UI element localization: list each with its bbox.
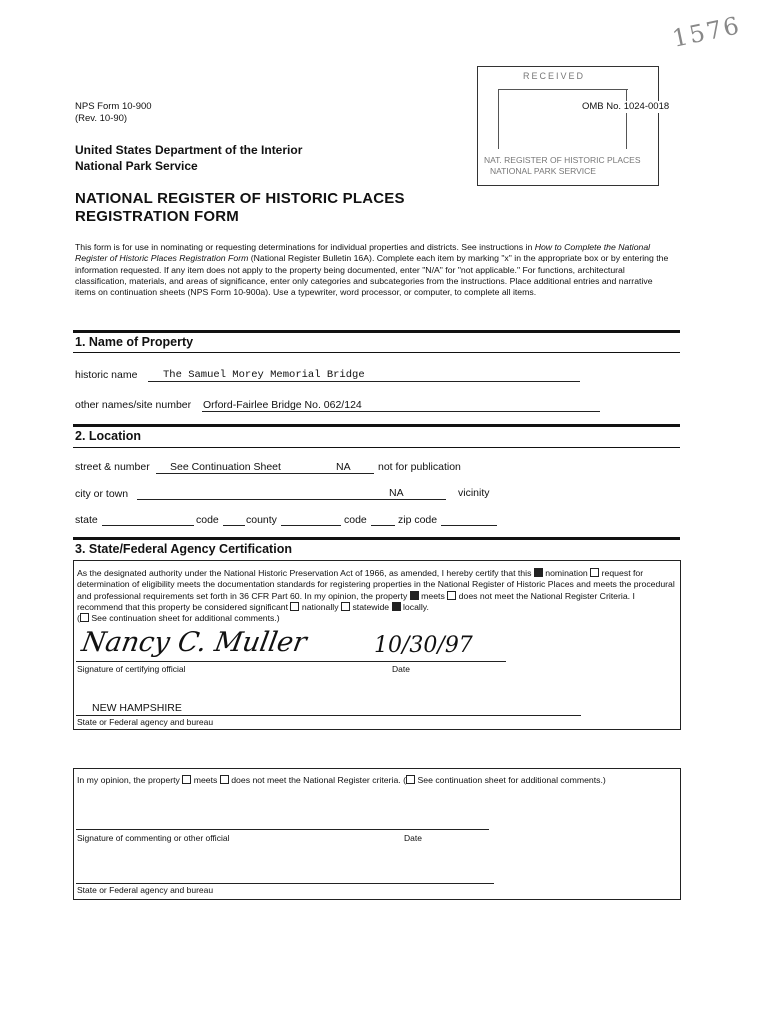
street-na[interactable]: NA: [336, 461, 351, 473]
opinion-text-c: See continuation sheet for additional comments.): [417, 775, 606, 785]
statewide-checkbox[interactable]: [341, 602, 350, 611]
section1-bottom-rule: [73, 352, 680, 353]
intro-paragraph: [75, 242, 675, 298]
received-stamp: [477, 66, 659, 186]
cert-text-b: request for determination of eligibility meets the documentation standards for registering properties in the National Register of Historic Places and meets the procedural and professional requirements set forth in 36 CFR Part 60. In my opinion, the property: [77, 568, 675, 601]
continuation-checkbox[interactable]: [80, 613, 89, 622]
state-label: state: [75, 514, 98, 526]
locally-checkbox[interactable]: [392, 602, 401, 611]
nationally-checkbox[interactable]: [290, 602, 299, 611]
other-names-label: other names/site number: [75, 399, 192, 411]
meets-checkbox[interactable]: [410, 591, 419, 600]
opinion-continuation-checkbox[interactable]: [406, 775, 415, 784]
section2-bottom-rule: [73, 447, 680, 448]
opinion-text-b: does not meet the National Register criteria. (: [231, 775, 407, 785]
zip-code-label: zip code: [398, 514, 438, 526]
not-for-publication-label: not for publication: [378, 461, 461, 473]
signature-label: Signature of certifying official: [77, 664, 186, 674]
cert-meets: meets: [421, 590, 445, 601]
commenting-agency-label: State or Federal agency and bureau: [77, 885, 214, 895]
does-not-meet-checkbox[interactable]: [447, 591, 456, 600]
vicinity-label: vicinity: [458, 487, 490, 499]
opinion-does-not-checkbox[interactable]: [220, 775, 229, 784]
stamp-line-1: RECEIVED: [523, 71, 586, 81]
commenting-signature-label: Signature of commenting or other official: [77, 833, 230, 843]
section2-heading: 2. Location: [75, 429, 141, 443]
commenting-date-label: Date: [404, 833, 422, 843]
county-code-label: code: [344, 514, 367, 526]
city-label: city or town: [75, 488, 129, 500]
cert-nomination: nomination: [545, 568, 588, 578]
date-handwritten: 10/30/97: [374, 633, 473, 658]
form-number: NPS Form 10-900: [75, 101, 152, 112]
agency-service: National Park Service: [75, 159, 198, 173]
stamp-line-3: NATIONAL PARK SERVICE: [490, 166, 596, 176]
omb-number: OMB No. 1024-0018: [582, 101, 670, 112]
intro-text-italic: How to Complete the National Register of Historic Places Registration Form: [75, 242, 651, 264]
cert-text-a: As the designated authority under the National Historic Preservation Act of 1966, as amended, I hereby certify that this: [77, 568, 532, 578]
street-label: street & number: [75, 461, 150, 473]
other-names-value[interactable]: Orford-Fairlee Bridge No. 062/124: [203, 399, 362, 411]
city-na[interactable]: NA: [389, 487, 404, 499]
agency-department: United States Department of the Interior: [75, 143, 303, 157]
opinion-meets-checkbox[interactable]: [182, 775, 191, 784]
opinion-text-a: In my opinion, the property: [77, 775, 180, 785]
nomination-checkbox[interactable]: [534, 568, 543, 577]
stamp-line-2: NAT. REGISTER OF HISTORIC PLACES: [484, 155, 641, 165]
opinion-meets: meets: [193, 775, 218, 785]
certification-box: [73, 560, 681, 730]
opinion-box: [73, 768, 681, 900]
street-value[interactable]: See Continuation Sheet: [170, 461, 281, 473]
section2-top-rule: [73, 424, 680, 427]
section3-top-rule: [73, 537, 680, 540]
certification-text: As the designated authority under the National Historic Preservation Act of 1966, as amended, I hereby certify that this nomination request for determination of eligibility meets the documentation standards for registering properties in the National Register of Historic Places and meets the procedural and professional requirements set forth in 36 CFR Part 60. In my opinion, the property meets does not meet the National Register Criteria. I recommend that this property be considered significant nationally statewide locally. ( See continuation sheet for additional comments.): [77, 568, 675, 624]
county-label: county: [246, 514, 277, 526]
cert-nationally: nationally: [301, 601, 339, 612]
opinion-text: [77, 775, 637, 786]
signature-handwritten: Nancy C. Muller: [79, 627, 309, 658]
cert-statewide: statewide: [352, 601, 390, 612]
state-agency-label: State or Federal agency and bureau: [77, 717, 214, 727]
intro-text-2: (National Register Bulletin 16A). Complete each item by marking "x" in the appropriate box or by entering the information requested. If any item does not apply to the property being documented, enter "N/A" for "not applicable." For functions, architectural classification, materials, and areas of significance, enter only categories and subcategories from the instructions. Place additional entries and narrative items on continuation sheets (NPS Form 10-900a). Use a typewriter, word processor, or computer, to complete all items.: [75, 253, 669, 298]
form-title-line-2: REGISTRATION FORM: [75, 208, 239, 225]
cert-continuation: See continuation sheet for additional comments.): [91, 613, 280, 624]
form-title-line-1: NATIONAL REGISTER OF HISTORIC PLACES: [75, 190, 405, 207]
intro-text-1: This form is for use in nominating or requesting determinations for individual properties and districts. See instructions in: [75, 242, 533, 252]
historic-name-label: historic name: [75, 369, 138, 381]
historic-name-value[interactable]: The Samuel Morey Memorial Bridge: [163, 369, 365, 381]
cert-does-not: does not meet the National Register Criteria. I recommend that this property be considered significant: [77, 590, 635, 612]
cert-locally: locally.: [402, 601, 429, 612]
date-label: Date: [392, 664, 410, 674]
state-agency-value[interactable]: NEW HAMPSHIRE: [92, 702, 182, 714]
form-revision: (Rev. 10-90): [75, 113, 128, 124]
section3-heading: 3. State/Federal Agency Certification: [75, 542, 292, 556]
section1-heading: 1. Name of Property: [75, 335, 194, 349]
corner-mark: 1576: [669, 11, 744, 53]
state-code-label: code: [196, 514, 219, 526]
request-checkbox[interactable]: [590, 568, 599, 577]
section1-top-rule: [73, 330, 680, 333]
